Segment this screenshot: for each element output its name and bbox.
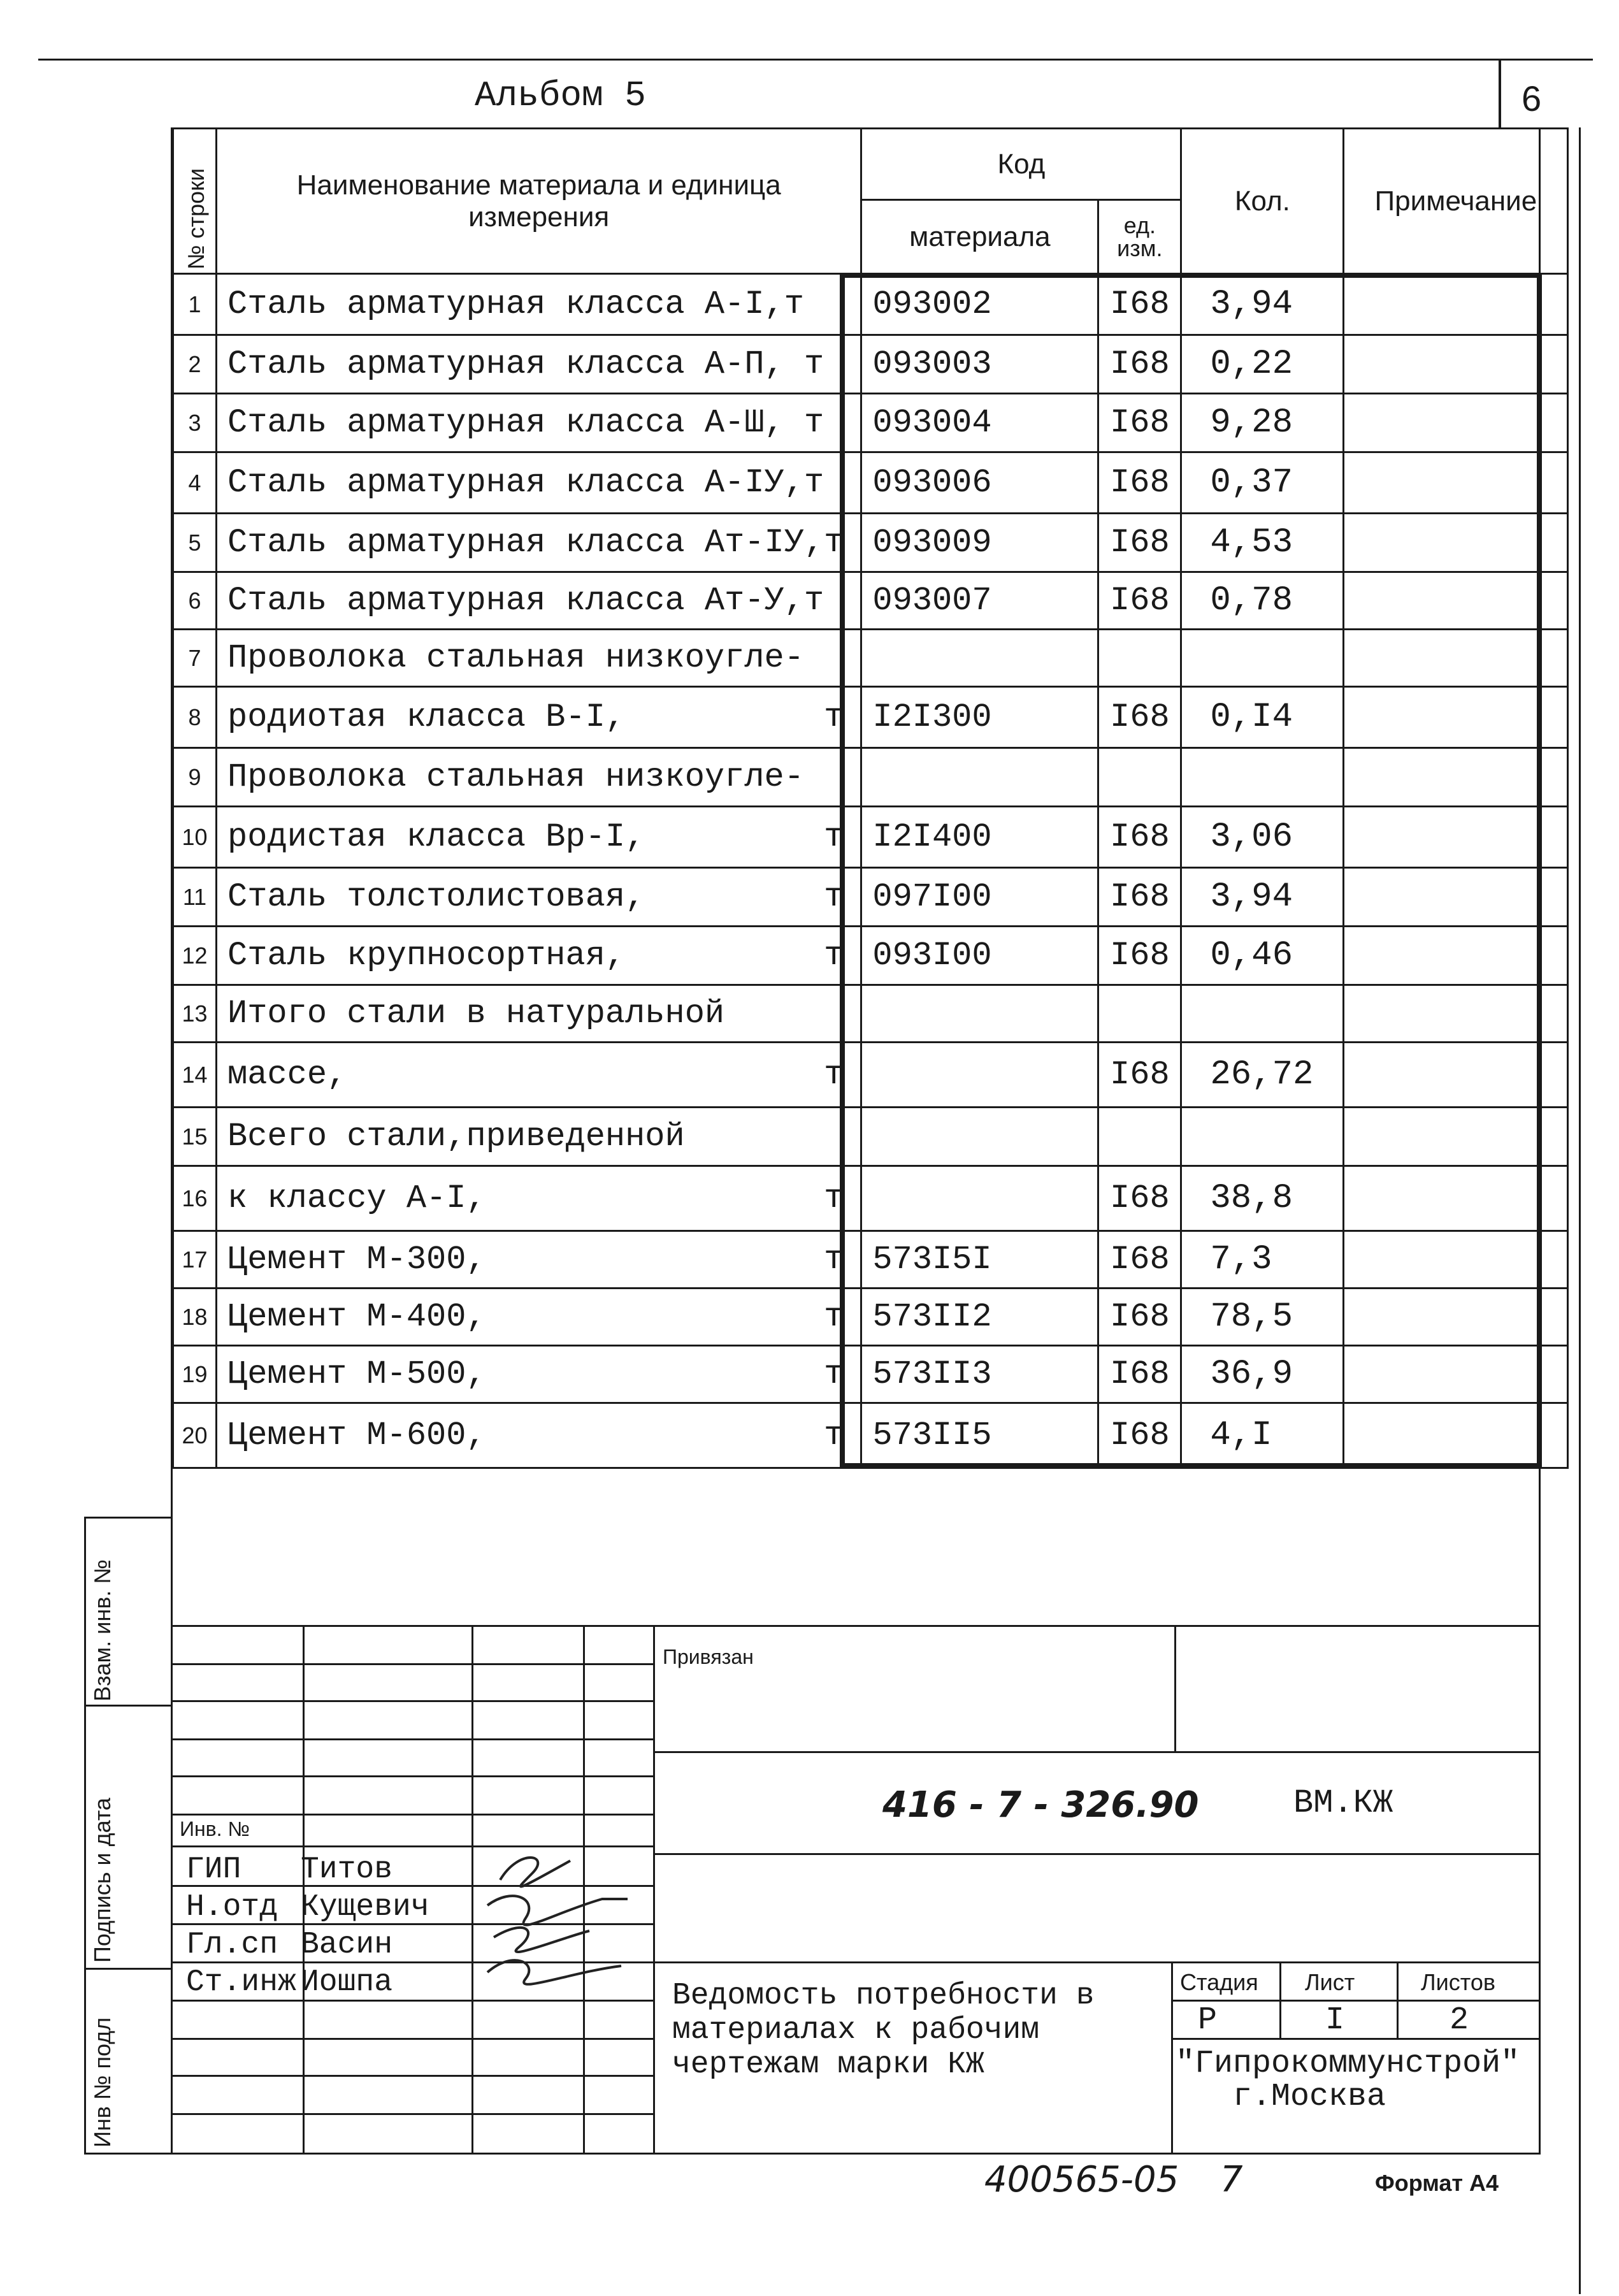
quantity: 26,72 <box>1181 1043 1344 1108</box>
material-name-text: Всего стали,приведенной <box>227 1118 685 1155</box>
stamp-person-name: Титов <box>301 1852 393 1887</box>
note <box>1344 394 1568 452</box>
stamp-role: Н.отд <box>186 1890 278 1924</box>
privyazan-label: Привязан <box>663 1645 754 1668</box>
material-unit-suffix: т <box>824 1417 844 1454</box>
note <box>1344 868 1568 927</box>
row-number: 16 <box>173 1166 217 1231</box>
material-code: 093007 <box>861 572 1098 630</box>
table-row <box>173 927 1568 985</box>
note <box>1344 630 1568 687</box>
note <box>1344 1346 1568 1403</box>
material-code: 093003 <box>861 335 1098 394</box>
material-name <box>217 630 861 687</box>
header-unit: ед. изм. <box>1098 200 1181 274</box>
table-row <box>173 1043 1568 1108</box>
material-name-text: Сталь толстолистовая, <box>227 878 645 916</box>
stamp-hline-2 <box>171 1700 653 1702</box>
material-code <box>861 985 1098 1043</box>
material-unit-suffix: т <box>824 698 844 736</box>
table-right-border <box>1539 127 1541 2154</box>
row-number: 11 <box>173 868 217 927</box>
table-row <box>173 572 1568 630</box>
doc-code: 416 - 7 - 326.90 <box>882 1784 1199 1826</box>
note <box>1344 572 1568 630</box>
table-row <box>173 985 1568 1043</box>
table-row <box>173 630 1568 687</box>
material-unit-suffix: т <box>824 1241 844 1278</box>
info-vline-2 <box>1397 1961 1399 2038</box>
side-label-podpis: Подпись и дата <box>89 1798 115 1963</box>
note <box>1344 1166 1568 1231</box>
table-row <box>173 514 1568 572</box>
quantity: 0,I4 <box>1181 687 1344 748</box>
material-name <box>217 452 861 514</box>
stamp-hline-3 <box>171 1738 653 1740</box>
org-city: г.Москва <box>1233 2079 1386 2115</box>
quantity <box>1181 1108 1344 1166</box>
unit-code: I68 <box>1098 572 1181 630</box>
unit-code: I68 <box>1098 452 1181 514</box>
org-name: "Гипрокоммунстрой" <box>1176 2046 1520 2082</box>
material-code: 093009 <box>861 514 1098 572</box>
stamp-hline-12 <box>171 2075 653 2077</box>
note <box>1344 514 1568 572</box>
unit-code: I68 <box>1098 1289 1181 1346</box>
unit-code: I68 <box>1098 1403 1181 1468</box>
header-code: Код <box>861 129 1181 200</box>
quantity: 0,22 <box>1181 335 1344 394</box>
stamp-role: ГИП <box>186 1852 241 1887</box>
table-row <box>173 335 1568 394</box>
materials-table <box>172 127 1569 1469</box>
material-name-text: Сталь арматурная класса А-IУ,т <box>227 464 824 502</box>
handwritten-page: 7 <box>1220 2159 1243 2200</box>
side-div-2 <box>84 1968 171 1970</box>
material-name <box>217 1289 861 1346</box>
stamp-person-name: Кущевич <box>301 1890 429 1924</box>
material-name <box>217 274 861 335</box>
row-number: 15 <box>173 1108 217 1166</box>
header-row-no: № строки <box>173 129 217 274</box>
material-name <box>217 1043 861 1108</box>
top-rule <box>38 59 1593 61</box>
row-number: 12 <box>173 927 217 985</box>
material-name <box>217 394 861 452</box>
code-top-line <box>653 1751 1541 1753</box>
material-name-text: Сталь арматурная класса Ат-IУ,т <box>227 524 844 561</box>
material-unit-suffix: т <box>824 1298 844 1336</box>
material-code <box>861 1108 1098 1166</box>
unit-code: I68 <box>1098 1043 1181 1108</box>
material-name <box>217 807 861 868</box>
doc-title-line: Ведомость потребности в <box>672 1979 1095 2013</box>
table-left-border <box>171 127 173 2154</box>
quantity: 38,8 <box>1181 1166 1344 1231</box>
info-block-divider <box>1171 1961 1173 2153</box>
material-unit-suffix: т <box>824 1355 844 1393</box>
unit-code: I68 <box>1098 927 1181 985</box>
material-code: 093I00 <box>861 927 1098 985</box>
material-name <box>217 687 861 748</box>
unit-code: I68 <box>1098 868 1181 927</box>
stamp-top-line <box>171 1625 1541 1627</box>
stamp-bottom-line <box>171 2153 1541 2155</box>
material-name <box>217 1108 861 1166</box>
note <box>1344 927 1568 985</box>
side-div-1 <box>84 1705 171 1707</box>
stamp-person-name: Васин <box>301 1928 393 1962</box>
table-row <box>173 868 1568 927</box>
privyazan-divider <box>1174 1625 1176 1752</box>
unit-code: I68 <box>1098 394 1181 452</box>
side-col-top <box>84 1517 171 1519</box>
row-number: 9 <box>173 748 217 807</box>
row-number: 6 <box>173 572 217 630</box>
material-unit-suffix: т <box>824 818 844 856</box>
quantity: 0,37 <box>1181 452 1344 514</box>
material-name <box>217 1403 861 1468</box>
unit-code: I68 <box>1098 807 1181 868</box>
note <box>1344 1043 1568 1108</box>
table-row <box>173 394 1568 452</box>
unit-code: I68 <box>1098 514 1181 572</box>
material-name <box>217 572 861 630</box>
stamp-person <box>186 1926 429 1964</box>
quantity: 7,3 <box>1181 1231 1344 1289</box>
unit-code <box>1098 630 1181 687</box>
note <box>1344 807 1568 868</box>
sheets-value: 2 <box>1450 2002 1469 2039</box>
note <box>1344 1231 1568 1289</box>
material-code: 093006 <box>861 452 1098 514</box>
stamp-person <box>186 1851 429 1889</box>
info-hline-1 <box>1171 2000 1541 2002</box>
material-name-text: Сталь арматурная класса А-Ш, т <box>227 404 824 442</box>
doc-title <box>672 1979 1095 2082</box>
stamp-person <box>186 1964 429 2002</box>
unit-code: I68 <box>1098 1166 1181 1231</box>
material-code: I2I300 <box>861 687 1098 748</box>
unit-code: I68 <box>1098 1231 1181 1289</box>
material-name-text: Проволока стальная низкоугле- <box>227 639 804 677</box>
table-row <box>173 1289 1568 1346</box>
signatures <box>475 1835 647 1988</box>
doc-title-line: чертежам марки КЖ <box>672 2047 984 2082</box>
stamp-hline-4 <box>171 1775 653 1777</box>
header-note: Примечание <box>1344 129 1568 274</box>
material-code <box>861 630 1098 687</box>
header-name: Наименование материала и единица измерения <box>217 129 861 274</box>
note <box>1344 274 1568 335</box>
unit-code: I68 <box>1098 274 1181 335</box>
material-name-text: Проволока стальная низкоугле- <box>227 758 804 796</box>
material-unit-suffix: т <box>824 1056 844 1094</box>
stage-label: Стадия <box>1180 1969 1258 1995</box>
note <box>1344 985 1568 1043</box>
material-name <box>217 985 861 1043</box>
table-row <box>173 1166 1568 1231</box>
material-name-text: родистая класса Вр-I, <box>227 818 645 856</box>
material-name-text: родиотая класса В-I, <box>227 698 626 736</box>
material-name <box>217 927 861 985</box>
side-col-bottom <box>84 2153 171 2155</box>
material-code <box>861 1166 1098 1231</box>
material-code: I2I400 <box>861 807 1098 868</box>
material-code: 097I00 <box>861 868 1098 927</box>
material-name-text: Цемент М-600, <box>227 1417 486 1454</box>
row-number: 19 <box>173 1346 217 1403</box>
quantity <box>1181 748 1344 807</box>
material-name-text: Сталь арматурная класса А-I,т <box>227 285 804 323</box>
format-label: Формат А4 <box>1375 2170 1499 2196</box>
note <box>1344 335 1568 394</box>
material-name <box>217 1166 861 1231</box>
material-name <box>217 748 861 807</box>
stamp-vline-4 <box>653 1625 655 2153</box>
sheets-label: Листов <box>1421 1969 1495 1995</box>
row-number: 20 <box>173 1403 217 1468</box>
material-name-text: Итого стали в натуральной <box>227 995 725 1032</box>
handwritten-number: 400565-05 <box>984 2159 1179 2200</box>
material-code: 093004 <box>861 394 1098 452</box>
quantity: 4,53 <box>1181 514 1344 572</box>
album-title: Альбом 5 <box>475 75 646 116</box>
stamp-hline-11 <box>171 2038 653 2040</box>
quantity: 3,06 <box>1181 807 1344 868</box>
stamp-hline-13 <box>171 2113 653 2115</box>
unit-code: I68 <box>1098 1346 1181 1403</box>
note <box>1344 1108 1568 1166</box>
quantity <box>1181 630 1344 687</box>
stamp-people <box>186 1851 429 2002</box>
material-code <box>861 748 1098 807</box>
unit-code: I68 <box>1098 335 1181 394</box>
quantity: 4,I <box>1181 1403 1344 1468</box>
page-number: 6 <box>1522 78 1542 119</box>
side-col-left <box>84 1517 86 2153</box>
row-number: 5 <box>173 514 217 572</box>
unit-code <box>1098 1108 1181 1166</box>
material-name <box>217 868 861 927</box>
note <box>1344 687 1568 748</box>
stamp-role: Гл.сп <box>186 1928 278 1962</box>
row-number: 3 <box>173 394 217 452</box>
table-row <box>173 748 1568 807</box>
stage-value: Р <box>1198 2002 1218 2039</box>
row-number: 2 <box>173 335 217 394</box>
table-row <box>173 274 1568 335</box>
stamp-role: Ст.инж <box>186 1965 296 2000</box>
right-border <box>1579 127 1581 2294</box>
row-number: 4 <box>173 452 217 514</box>
stamp-hline-1 <box>171 1663 653 1665</box>
unit-code: I68 <box>1098 687 1181 748</box>
info-hline-2 <box>1171 2038 1541 2040</box>
row-number: 8 <box>173 687 217 748</box>
table-row <box>173 1346 1568 1403</box>
doc-title-line: материалах к рабочим <box>672 2013 1040 2047</box>
unit-code <box>1098 748 1181 807</box>
table-row <box>173 807 1568 868</box>
page-box-divider <box>1499 59 1501 127</box>
material-code: 093002 <box>861 274 1098 335</box>
row-number: 18 <box>173 1289 217 1346</box>
material-name-text: к классу А-I, <box>227 1180 486 1217</box>
material-name-text: Цемент М-400, <box>227 1298 486 1336</box>
table-row <box>173 1108 1568 1166</box>
quantity <box>1181 985 1344 1043</box>
material-name-text: Цемент М-300, <box>227 1241 486 1278</box>
doc-mark: ВМ.КЖ <box>1293 1784 1393 1822</box>
info-vline-1 <box>1279 1961 1281 2038</box>
stamp-hline-5 <box>171 1814 653 1816</box>
quantity: 0,78 <box>1181 572 1344 630</box>
side-label-inv: Инв № подл <box>89 2017 115 2148</box>
quantity: 9,28 <box>1181 394 1344 452</box>
material-name-text: Сталь арматурная класса А-П, т <box>227 345 824 383</box>
material-name <box>217 514 861 572</box>
material-code: 573II2 <box>861 1289 1098 1346</box>
material-code: 573I5I <box>861 1231 1098 1289</box>
row-number: 7 <box>173 630 217 687</box>
row-number: 17 <box>173 1231 217 1289</box>
quantity: 0,46 <box>1181 927 1344 985</box>
quantity: 3,94 <box>1181 274 1344 335</box>
sheet-label: Лист <box>1305 1969 1355 1995</box>
table-row <box>173 452 1568 514</box>
material-name-text: массе, <box>227 1056 347 1094</box>
material-name-text: Цемент М-500, <box>227 1355 486 1393</box>
row-number: 10 <box>173 807 217 868</box>
code-bottom-line <box>653 1853 1541 1855</box>
side-label-vzam: Взам. инв. № <box>89 1559 115 1701</box>
material-name-text: Сталь арматурная класса Ат-У,т <box>227 582 824 619</box>
inv-no-label: Инв. № <box>180 1817 250 1840</box>
row-number: 14 <box>173 1043 217 1108</box>
note <box>1344 452 1568 514</box>
sheet-value: I <box>1325 2002 1345 2039</box>
material-name <box>217 1346 861 1403</box>
header-qty: Кол. <box>1181 129 1344 274</box>
material-code <box>861 1043 1098 1108</box>
row-number: 1 <box>173 274 217 335</box>
material-name <box>217 335 861 394</box>
table-row <box>173 1231 1568 1289</box>
header-material: материала <box>861 200 1098 274</box>
row-number: 13 <box>173 985 217 1043</box>
note <box>1344 748 1568 807</box>
quantity: 78,5 <box>1181 1289 1344 1346</box>
stamp-person <box>186 1889 429 1926</box>
material-unit-suffix: т <box>824 937 844 974</box>
quantity: 36,9 <box>1181 1346 1344 1403</box>
stamp-person-name: Иошпа <box>301 1965 393 2000</box>
material-name-text: Сталь крупносортная, <box>227 937 626 974</box>
table-row <box>173 1403 1568 1468</box>
material-unit-suffix: т <box>824 878 844 916</box>
material-code: 573II5 <box>861 1403 1098 1468</box>
material-name <box>217 1231 861 1289</box>
material-unit-suffix: т <box>824 1180 844 1217</box>
material-code: 573II3 <box>861 1346 1098 1403</box>
unit-code <box>1098 985 1181 1043</box>
quantity: 3,94 <box>1181 868 1344 927</box>
note <box>1344 1289 1568 1346</box>
note <box>1344 1403 1568 1468</box>
stamp-vline-2 <box>471 1625 473 2153</box>
table-row <box>173 687 1568 748</box>
